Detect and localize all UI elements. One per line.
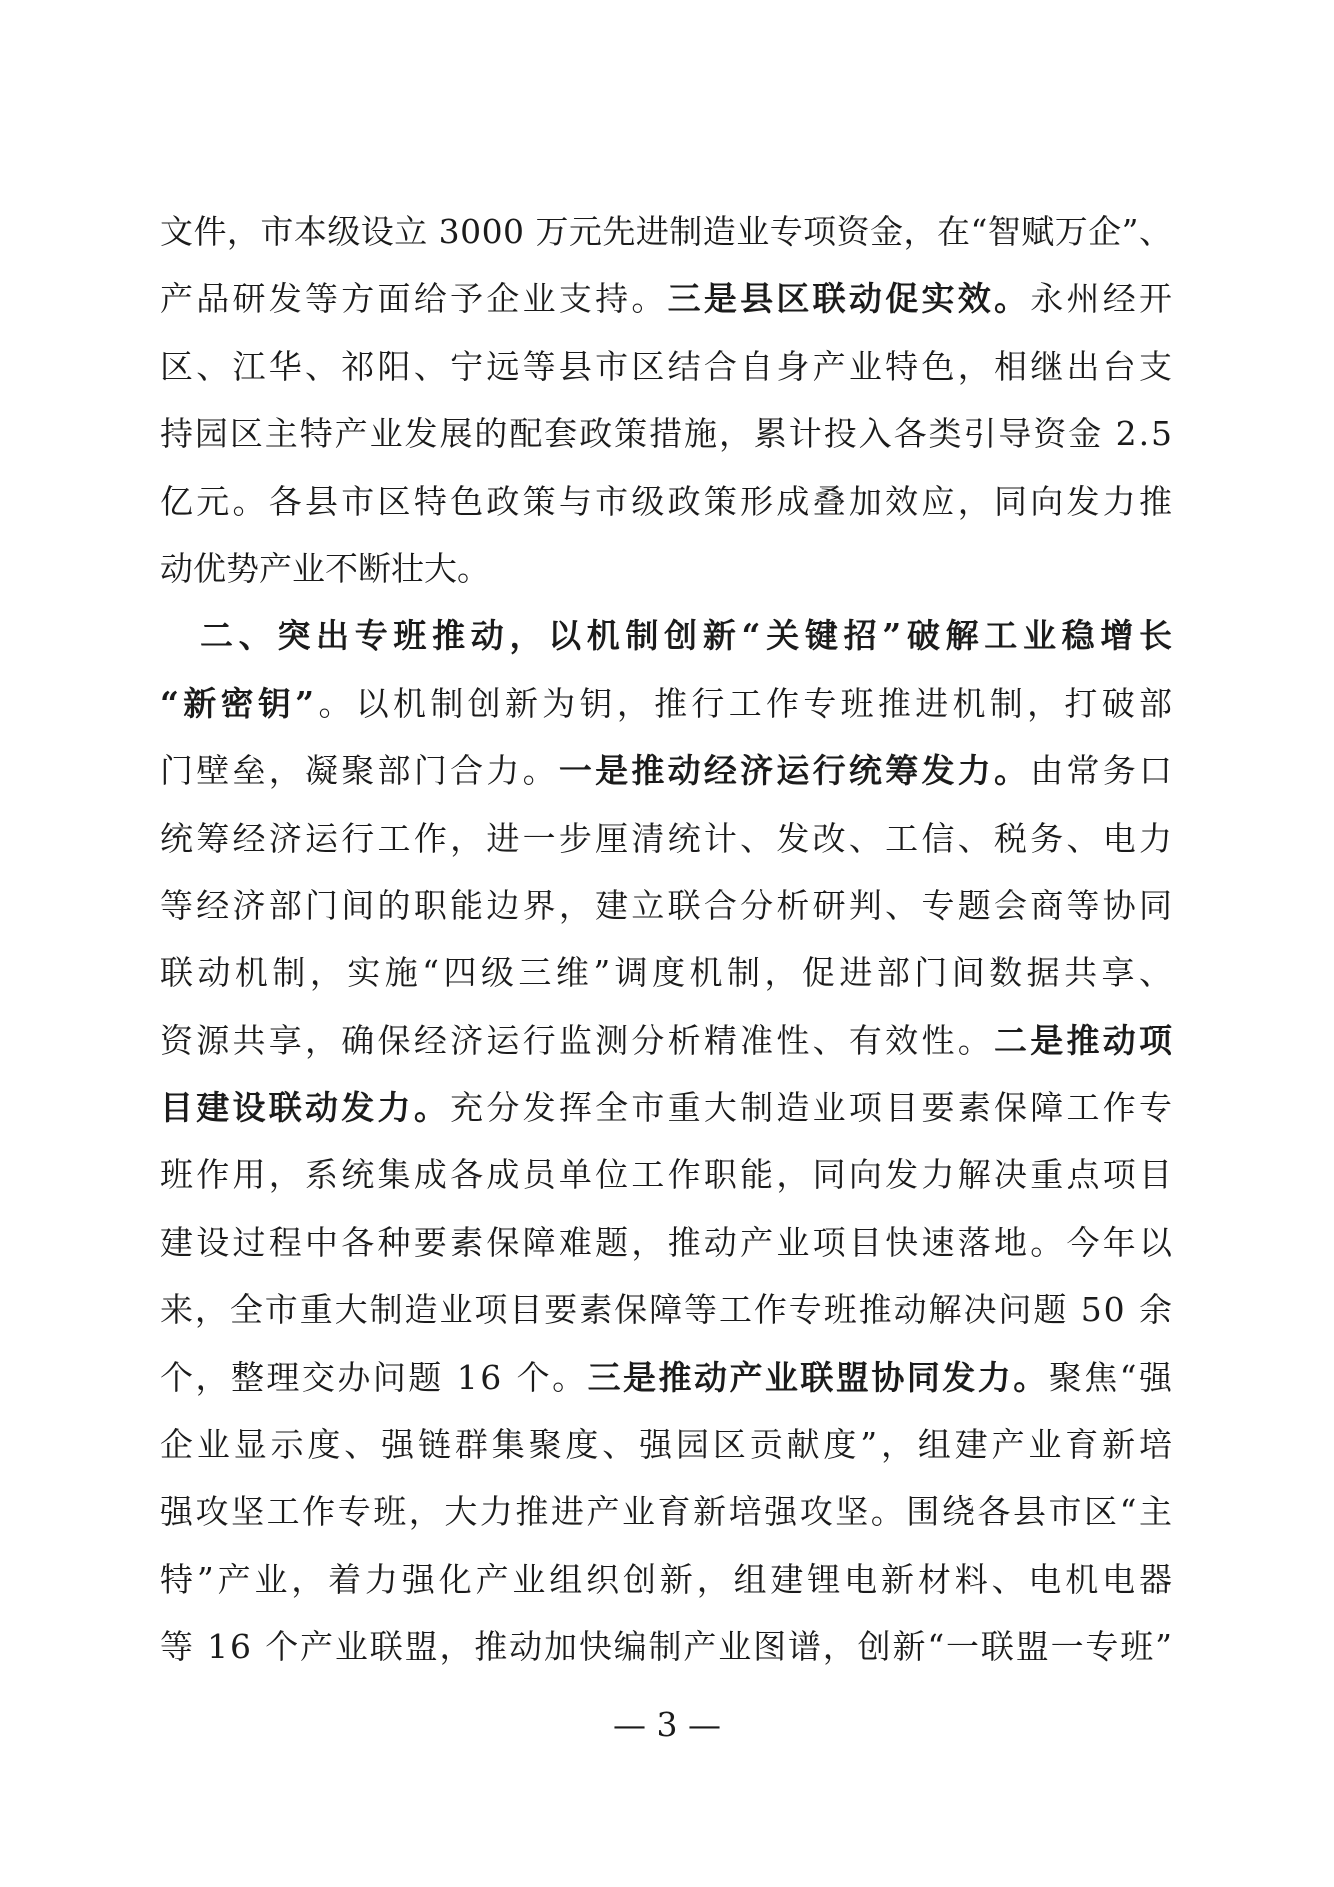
text-run: 资源共享，确保经济运行监测分析精准性、有效性。 xyxy=(160,1020,994,1060)
bold-text-run: 二是推动项 xyxy=(993,1020,1176,1060)
text-line xyxy=(160,1613,1172,1680)
text-line xyxy=(160,1276,1172,1343)
line-text xyxy=(160,1141,1175,1208)
paragraph xyxy=(160,602,1178,1680)
text-line xyxy=(160,1141,1176,1208)
line-text xyxy=(160,265,1175,332)
bold-text-run: 三是推动产业联盟协同发力。 xyxy=(587,1357,1049,1397)
line-text xyxy=(160,1344,1174,1411)
text-run: 来，全市重大制造业项目要素保障等工作专班推动解决问题 50 余 xyxy=(160,1290,1174,1330)
text-run: 区、江华、祁阳、宁远等县市区结合自身产业特色，相继出台支 xyxy=(160,346,1176,386)
text-run: 等经济部门间的职能边界，建立联合分析研判、专题会商等协同 xyxy=(160,885,1176,925)
line-text xyxy=(160,535,490,602)
text-run: 永州经开 xyxy=(1030,279,1176,319)
line-text xyxy=(160,872,1175,939)
text-run: 统筹经济运行工作，进一步厘清统计、发改、工信、税务、电力 xyxy=(160,818,1176,858)
bold-text-run: “新密钥” xyxy=(160,683,319,723)
bold-text-run: 三是县区联动促实效。 xyxy=(667,279,1031,319)
text-line xyxy=(160,400,1172,467)
text-line xyxy=(160,1344,1175,1411)
text-line xyxy=(160,805,1176,872)
text-run: 等 16 个产业联盟，推动加快编制产业图谱，创新“一联盟一专班” xyxy=(160,1627,1174,1667)
text-line xyxy=(160,670,1177,737)
line-text xyxy=(160,1478,1175,1545)
line-text xyxy=(160,1074,1175,1141)
text-run: 文件，市本级设立 3000 万元先进制造业专项资金，在“智赋万企”、 xyxy=(160,212,1173,251)
text-run: 亿元。各县市区特色政策与市级政策形成叠加效应，同向发力推 xyxy=(160,481,1176,521)
text-line xyxy=(160,602,1178,669)
line-text xyxy=(160,1007,1175,1074)
text-run: 联动机制，实施“四级三维”调度机制，促进部门间数据共享、 xyxy=(160,953,1177,993)
line-text xyxy=(160,468,1175,535)
line-text xyxy=(160,737,1175,804)
text-line xyxy=(160,737,1176,804)
line-text xyxy=(160,1411,1176,1478)
text-line xyxy=(160,1478,1175,1545)
text-line xyxy=(160,1546,1176,1613)
text-run: 班作用，系统集成各成员单位工作职能，同向发力解决重点项目 xyxy=(160,1155,1176,1195)
line-text xyxy=(160,805,1175,872)
text-line xyxy=(160,265,1176,332)
text-run: 。以机制创新为钥，推行工作专班推进机制，打破部 xyxy=(318,683,1177,723)
line-text xyxy=(160,400,1174,467)
line-text xyxy=(160,1209,1175,1276)
text-line xyxy=(160,1411,1176,1478)
page-number: — 3 — xyxy=(613,1705,721,1744)
text-run: 聚焦“强 xyxy=(1048,1357,1175,1397)
text-run: 动优势产业不断壮大。 xyxy=(160,548,490,588)
text-run: 充分发挥全市重大制造业项目要素保障工作专 xyxy=(450,1088,1176,1128)
paragraph xyxy=(160,198,1176,602)
text-run: 持园区主特产业发展的配套政策措施，累计投入各类引导资金 2.5 xyxy=(160,414,1174,454)
text-run: 产品研发等方面给予企业支持。 xyxy=(160,279,668,319)
line-text xyxy=(160,1613,1174,1680)
text-run: 个，整理交办问题 16 个。 xyxy=(160,1357,588,1397)
line-text xyxy=(200,602,1178,669)
bold-text-run: 一是推动经济运行统筹发力。 xyxy=(558,751,1031,791)
text-run: 建设过程中各种要素保障难题，推动产业项目快速落地。今年以 xyxy=(160,1222,1176,1262)
text-run: 门壁垒，凝聚部门合力。 xyxy=(160,751,559,791)
text-line xyxy=(160,1007,1176,1074)
text-run: 由常务口 xyxy=(1030,751,1176,791)
text-run: 企业显示度、强链群集聚度、强园区贡献度”，组建产业育新培 xyxy=(160,1425,1176,1465)
bold-text-run: 二、突出专班推动，以机制创新“关键招”破解工业稳增长 xyxy=(200,616,1178,656)
text-line xyxy=(160,198,1172,265)
line-text xyxy=(160,1546,1176,1613)
text-line xyxy=(160,1074,1176,1141)
line-text xyxy=(160,198,1172,265)
text-line xyxy=(160,939,1177,1006)
text-line xyxy=(160,1209,1176,1276)
text-run: 强攻坚工作专班，大力推进产业育新培强攻坚。围绕各县市区“主 xyxy=(160,1492,1175,1532)
text-line xyxy=(160,333,1176,400)
line-text xyxy=(160,333,1175,400)
line-text xyxy=(160,670,1176,737)
text-line xyxy=(160,872,1176,939)
line-text xyxy=(160,1276,1174,1343)
document-body xyxy=(160,198,1178,1681)
text-run: 特”产业，着力强化产业组织创新，组建锂电新材料、电机电器 xyxy=(160,1559,1176,1599)
text-line xyxy=(160,468,1176,535)
bold-text-run: 目建设联动发力。 xyxy=(160,1088,451,1128)
line-text xyxy=(160,939,1176,1006)
text-line xyxy=(160,535,1172,602)
